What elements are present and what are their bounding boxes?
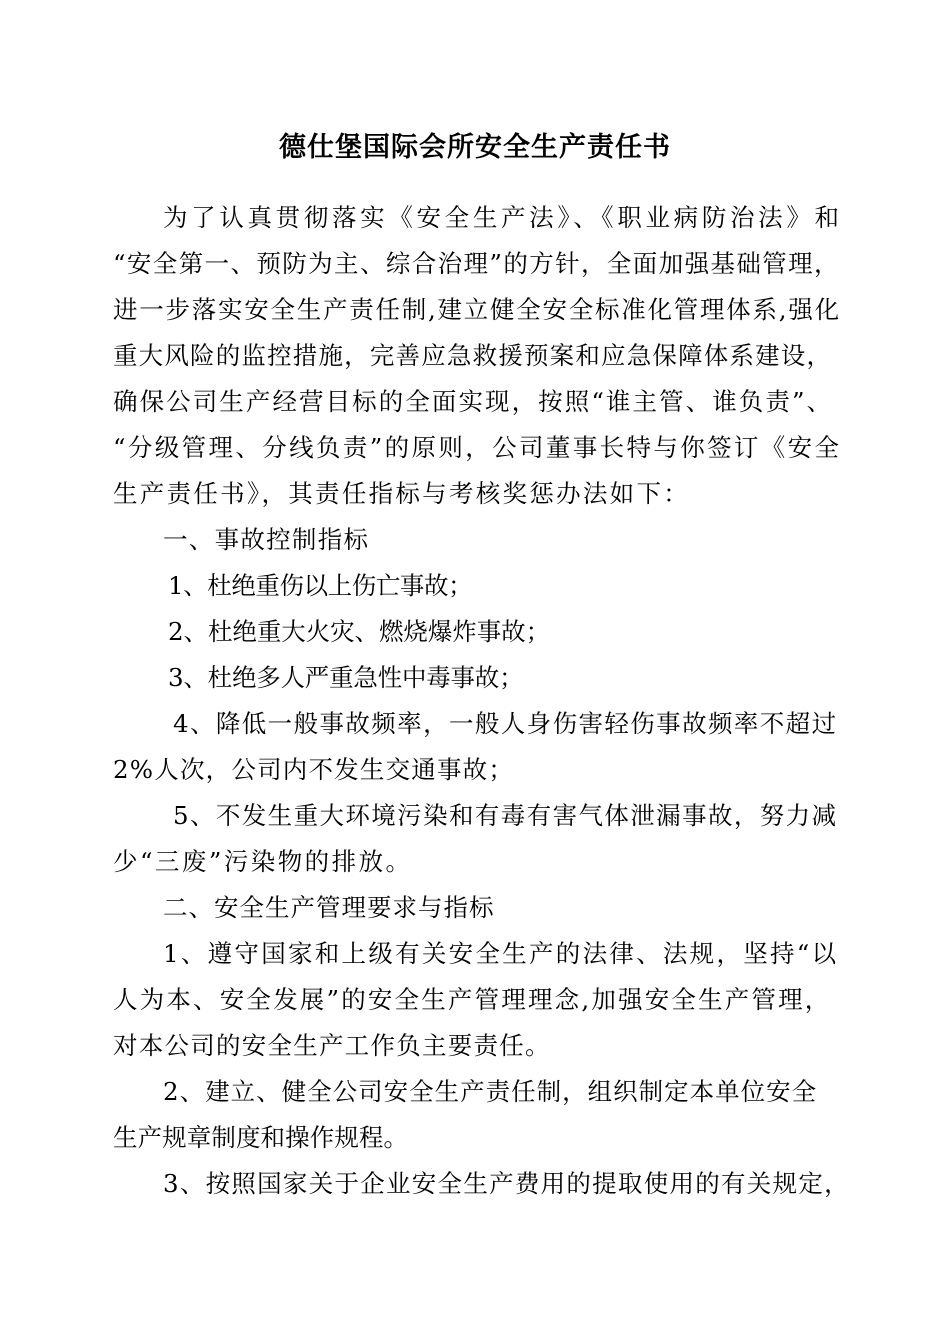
list-item-continuation: 人为本、安全发展”的安全生产管理理念,加强安全生产管理， <box>113 985 832 1014</box>
list-item: 1、杜绝重伤以上伤亡事故； <box>168 571 473 600</box>
paragraph-line: “安全第一、预防为主、综合治理”的方针，全面加强基础管理， <box>113 249 840 278</box>
list-item: 4、降低一般事故频率，一般人身伤害轻伤事故频率不超过 <box>173 709 838 738</box>
list-item: 2、杜绝重大火灾、燃烧爆炸事故； <box>168 617 551 646</box>
paragraph-line: 生产责任书》，其责任指标与考核奖惩办法如下： <box>113 479 691 508</box>
list-item: 3、按照国家关于企业安全生产费用的提取使用的有关规定， <box>163 1169 850 1198</box>
list-item: 1、遵守国家和上级有关安全生产的法律、法规，坚持“以 <box>163 939 839 968</box>
paragraph-line: 确保公司生产经营目标的全面实现，按照“谁主管、谁负责”、 <box>113 387 834 416</box>
list-item-continuation: 少“三废”污染物的排放。 <box>113 847 413 876</box>
list-item: 2、建立、健全公司安全生产责任制，组织制定本单位安全 <box>163 1077 818 1106</box>
section-heading: 一、事故控制指标 <box>163 525 370 554</box>
paragraph-line: 为了认真贯彻落实《安全生产法》、《职业病防治法》和 <box>163 203 843 232</box>
list-item: 3、杜绝多人严重急性中毒事故； <box>168 663 524 692</box>
paragraph-line: “分级管理、分线负责”的原则，公司董事长特与你签订《安全 <box>113 433 842 462</box>
list-item-continuation: 生产规章制度和操作规程。 <box>113 1123 409 1152</box>
list-item-continuation: 对本公司的安全生产工作负主要责任。 <box>113 1031 551 1060</box>
list-item: 5、不发生重大环境污染和有毒有害气体泄漏事故，努力减 <box>173 801 838 830</box>
document-title: 德仕堡国际会所安全生产责任书 <box>279 132 671 163</box>
list-item-continuation: 2%人次，公司内不发生交通事故； <box>113 755 515 784</box>
paragraph-line: 重大风险的监控措施，完善应急救援预案和应急保障体系建设， <box>113 341 833 370</box>
paragraph-line: 进一步落实安全生产责任制,建立健全安全标准化管理体系,强化 <box>113 295 841 324</box>
section-heading: 二、安全生产管理要求与指标 <box>163 893 495 922</box>
